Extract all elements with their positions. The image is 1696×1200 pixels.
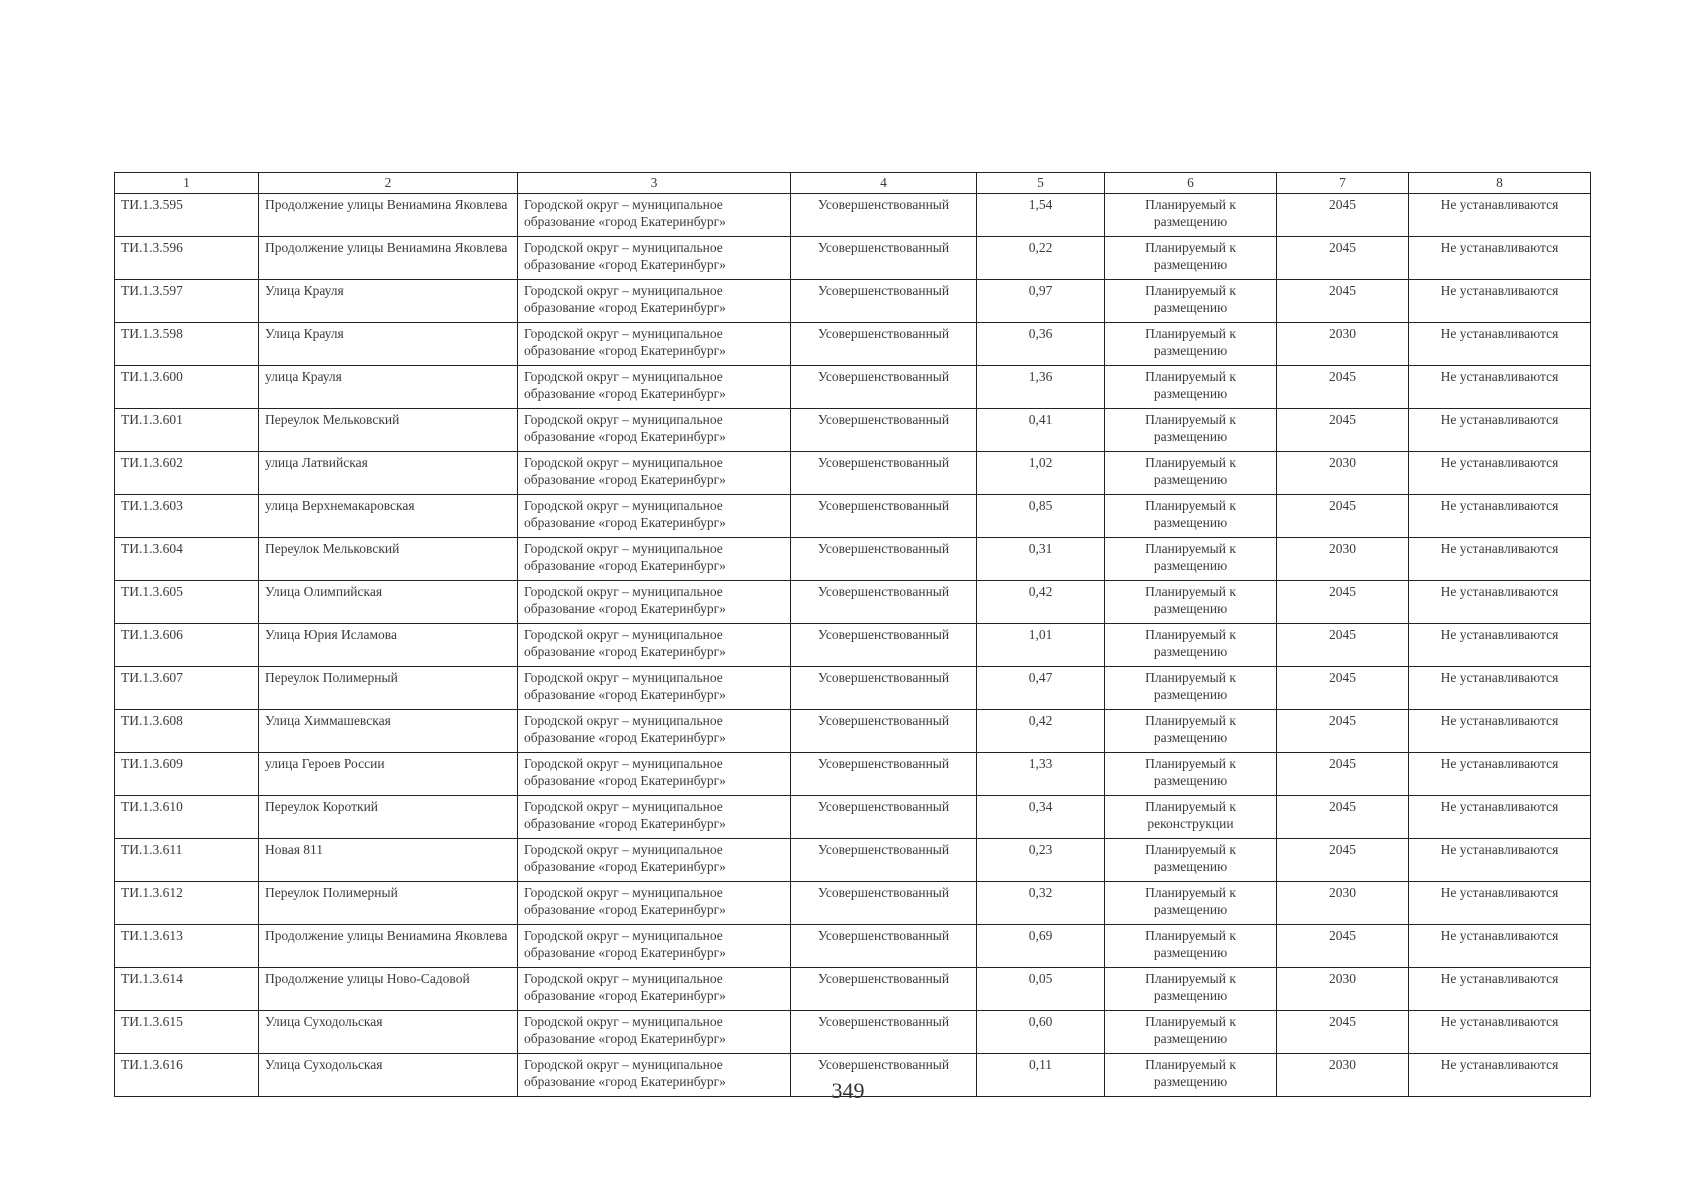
restrictions-cell: Не устанавливаются: [1409, 495, 1591, 538]
surface-type-cell: Усовершенствованный: [791, 194, 977, 237]
length-cell: 0,31: [977, 538, 1105, 581]
restrictions-cell: Не устанавливаются: [1409, 1011, 1591, 1054]
object-name-cell: Продолжение улицы Вениамина Яковлева: [259, 925, 518, 968]
municipality-cell: Городской округ – муниципальное образование «город Екатеринбург»: [518, 280, 791, 323]
object-name-cell: улица Героев России: [259, 753, 518, 796]
municipality-cell: Городской округ – муниципальное образование «город Екатеринбург»: [518, 753, 791, 796]
length-cell: 1,01: [977, 624, 1105, 667]
object-id-cell: ТИ.1.3.609: [115, 753, 259, 796]
restrictions-cell: Не устанавливаются: [1409, 366, 1591, 409]
status-cell: Планируемый к размещению: [1105, 925, 1277, 968]
object-name-cell: улица Латвийская: [259, 452, 518, 495]
table-row: [115, 796, 1591, 839]
restrictions-cell: Не устанавливаются: [1409, 882, 1591, 925]
table-body: [115, 194, 1591, 1097]
status-cell: Планируемый к размещению: [1105, 280, 1277, 323]
municipality-cell: Городской округ – муниципальное образование «город Екатеринбург»: [518, 968, 791, 1011]
object-name-cell: улица Крауля: [259, 366, 518, 409]
status-cell: Планируемый к размещению: [1105, 710, 1277, 753]
surface-type-cell: Усовершенствованный: [791, 839, 977, 882]
object-name-cell: Улица Крауля: [259, 323, 518, 366]
status-cell: Планируемый к размещению: [1105, 194, 1277, 237]
surface-type-cell: Усовершенствованный: [791, 581, 977, 624]
object-id-cell: ТИ.1.3.595: [115, 194, 259, 237]
object-id-cell: ТИ.1.3.615: [115, 1011, 259, 1054]
object-id-cell: ТИ.1.3.611: [115, 839, 259, 882]
surface-type-cell: Усовершенствованный: [791, 280, 977, 323]
year-cell: 2045: [1277, 409, 1409, 452]
surface-type-cell: Усовершенствованный: [791, 1011, 977, 1054]
restrictions-cell: Не устанавливаются: [1409, 796, 1591, 839]
table-row: [115, 538, 1591, 581]
municipality-cell: Городской округ – муниципальное образование «город Екатеринбург»: [518, 409, 791, 452]
object-name-cell: Продолжение улицы Вениамина Яковлева: [259, 237, 518, 280]
municipality-cell: Городской округ – муниципальное образование «город Екатеринбург»: [518, 925, 791, 968]
table-row: [115, 624, 1591, 667]
status-cell: Планируемый к размещению: [1105, 1011, 1277, 1054]
status-cell: Планируемый к размещению: [1105, 538, 1277, 581]
header-cell: 8: [1409, 173, 1591, 194]
object-name-cell: Улица Химмашевская: [259, 710, 518, 753]
restrictions-cell: Не устанавливаются: [1409, 237, 1591, 280]
object-id-cell: ТИ.1.3.596: [115, 237, 259, 280]
status-cell: Планируемый к размещению: [1105, 667, 1277, 710]
status-cell: Планируемый к размещению: [1105, 409, 1277, 452]
table-row: [115, 710, 1591, 753]
restrictions-cell: Не устанавливаются: [1409, 753, 1591, 796]
year-cell: 2045: [1277, 753, 1409, 796]
header-cell: 1: [115, 173, 259, 194]
length-cell: 0,47: [977, 667, 1105, 710]
surface-type-cell: Усовершенствованный: [791, 968, 977, 1011]
year-cell: 2045: [1277, 710, 1409, 753]
municipality-cell: Городской округ – муниципальное образование «город Екатеринбург»: [518, 882, 791, 925]
table-row: [115, 968, 1591, 1011]
municipality-cell: Городской округ – муниципальное образование «город Екатеринбург»: [518, 581, 791, 624]
length-cell: 0,05: [977, 968, 1105, 1011]
municipality-cell: Городской округ – муниципальное образование «город Екатеринбург»: [518, 194, 791, 237]
object-id-cell: ТИ.1.3.607: [115, 667, 259, 710]
header-cell: 6: [1105, 173, 1277, 194]
municipality-cell: Городской округ – муниципальное образование «город Екатеринбург»: [518, 495, 791, 538]
header-cell: 7: [1277, 173, 1409, 194]
length-cell: 0,36: [977, 323, 1105, 366]
table-row: [115, 882, 1591, 925]
status-cell: Планируемый к размещению: [1105, 839, 1277, 882]
restrictions-cell: Не устанавливаются: [1409, 194, 1591, 237]
surface-type-cell: Усовершенствованный: [791, 452, 977, 495]
object-id-cell: ТИ.1.3.602: [115, 452, 259, 495]
year-cell: 2045: [1277, 1011, 1409, 1054]
status-cell: Планируемый к размещению: [1105, 753, 1277, 796]
surface-type-cell: Усовершенствованный: [791, 323, 977, 366]
length-cell: 1,36: [977, 366, 1105, 409]
surface-type-cell: Усовершенствованный: [791, 409, 977, 452]
header-cell: 3: [518, 173, 791, 194]
surface-type-cell: Усовершенствованный: [791, 237, 977, 280]
object-id-cell: ТИ.1.3.601: [115, 409, 259, 452]
surface-type-cell: Усовершенствованный: [791, 495, 977, 538]
object-name-cell: Улица Юрия Исламова: [259, 624, 518, 667]
object-id-cell: ТИ.1.3.616: [115, 1054, 259, 1097]
surface-type-cell: Усовершенствованный: [791, 366, 977, 409]
object-name-cell: Переулок Короткий: [259, 796, 518, 839]
object-name-cell: Переулок Мельковский: [259, 409, 518, 452]
length-cell: 0,11: [977, 1054, 1105, 1097]
municipality-cell: Городской округ – муниципальное образование «город Екатеринбург»: [518, 452, 791, 495]
year-cell: 2030: [1277, 1054, 1409, 1097]
municipality-cell: Городской округ – муниципальное образование «город Екатеринбург»: [518, 710, 791, 753]
object-id-cell: ТИ.1.3.606: [115, 624, 259, 667]
status-cell: Планируемый к размещению: [1105, 237, 1277, 280]
table-row: [115, 1011, 1591, 1054]
object-name-cell: Переулок Мельковский: [259, 538, 518, 581]
table-row: [115, 194, 1591, 237]
length-cell: 0,42: [977, 710, 1105, 753]
registry-table: [114, 172, 1591, 1097]
length-cell: 0,60: [977, 1011, 1105, 1054]
length-cell: 0,34: [977, 796, 1105, 839]
table-row: [115, 581, 1591, 624]
restrictions-cell: Не устанавливаются: [1409, 968, 1591, 1011]
status-cell: Планируемый к размещению: [1105, 581, 1277, 624]
header-cell: 5: [977, 173, 1105, 194]
object-id-cell: ТИ.1.3.613: [115, 925, 259, 968]
surface-type-cell: Усовершенствованный: [791, 796, 977, 839]
table-row: [115, 237, 1591, 280]
length-cell: 0,85: [977, 495, 1105, 538]
object-id-cell: ТИ.1.3.610: [115, 796, 259, 839]
object-id-cell: ТИ.1.3.605: [115, 581, 259, 624]
object-name-cell: Продолжение улицы Ново-Садовой: [259, 968, 518, 1011]
object-name-cell: Новая 811: [259, 839, 518, 882]
year-cell: 2030: [1277, 323, 1409, 366]
length-cell: 0,41: [977, 409, 1105, 452]
restrictions-cell: Не устанавливаются: [1409, 581, 1591, 624]
status-cell: Планируемый к размещению: [1105, 366, 1277, 409]
status-cell: Планируемый к размещению: [1105, 495, 1277, 538]
year-cell: 2030: [1277, 882, 1409, 925]
surface-type-cell: Усовершенствованный: [791, 882, 977, 925]
surface-type-cell: Усовершенствованный: [791, 710, 977, 753]
table-row: [115, 280, 1591, 323]
header-row: [115, 173, 1591, 194]
object-name-cell: Переулок Полимерный: [259, 882, 518, 925]
object-id-cell: ТИ.1.3.597: [115, 280, 259, 323]
object-name-cell: Улица Суходольская: [259, 1011, 518, 1054]
municipality-cell: Городской округ – муниципальное образование «город Екатеринбург»: [518, 538, 791, 581]
restrictions-cell: Не устанавливаются: [1409, 667, 1591, 710]
object-id-cell: ТИ.1.3.608: [115, 710, 259, 753]
year-cell: 2045: [1277, 280, 1409, 323]
object-name-cell: Переулок Полимерный: [259, 667, 518, 710]
surface-type-cell: Усовершенствованный: [791, 925, 977, 968]
header-cell: 2: [259, 173, 518, 194]
length-cell: 1,02: [977, 452, 1105, 495]
length-cell: 0,32: [977, 882, 1105, 925]
table-row: [115, 667, 1591, 710]
restrictions-cell: Не устанавливаются: [1409, 538, 1591, 581]
page-number: 349: [831, 1078, 865, 1103]
status-cell: Планируемый к размещению: [1105, 624, 1277, 667]
municipality-cell: Городской округ – муниципальное образование «город Екатеринбург»: [518, 624, 791, 667]
municipality-cell: Городской округ – муниципальное образование «город Екатеринбург»: [518, 839, 791, 882]
status-cell: Планируемый к размещению: [1105, 323, 1277, 366]
municipality-cell: Городской округ – муниципальное образование «город Екатеринбург»: [518, 323, 791, 366]
restrictions-cell: Не устанавливаются: [1409, 1054, 1591, 1097]
object-id-cell: ТИ.1.3.614: [115, 968, 259, 1011]
table-row: [115, 495, 1591, 538]
status-cell: Планируемый к размещению: [1105, 1054, 1277, 1097]
restrictions-cell: Не устанавливаются: [1409, 409, 1591, 452]
year-cell: 2045: [1277, 624, 1409, 667]
table-row: [115, 366, 1591, 409]
object-id-cell: ТИ.1.3.598: [115, 323, 259, 366]
table-row: [115, 323, 1591, 366]
restrictions-cell: Не устанавливаются: [1409, 839, 1591, 882]
table-row: [115, 839, 1591, 882]
restrictions-cell: Не устанавливаются: [1409, 323, 1591, 366]
year-cell: 2045: [1277, 925, 1409, 968]
year-cell: 2045: [1277, 366, 1409, 409]
surface-type-cell: Усовершенствованный: [791, 624, 977, 667]
object-name-cell: Улица Крауля: [259, 280, 518, 323]
surface-type-cell: Усовершенствованный: [791, 1054, 977, 1097]
status-cell: Планируемый к размещению: [1105, 968, 1277, 1011]
year-cell: 2045: [1277, 495, 1409, 538]
object-id-cell: ТИ.1.3.600: [115, 366, 259, 409]
municipality-cell: Городской округ – муниципальное образование «город Екатеринбург»: [518, 1011, 791, 1054]
status-cell: Планируемый к реконструкции: [1105, 796, 1277, 839]
table-row: [115, 452, 1591, 495]
object-id-cell: ТИ.1.3.612: [115, 882, 259, 925]
length-cell: 0,97: [977, 280, 1105, 323]
surface-type-cell: Усовершенствованный: [791, 667, 977, 710]
table-row: [115, 925, 1591, 968]
municipality-cell: Городской округ – муниципальное образование «город Екатеринбург»: [518, 1054, 791, 1097]
year-cell: 2045: [1277, 194, 1409, 237]
length-cell: 0,42: [977, 581, 1105, 624]
restrictions-cell: Не устанавливаются: [1409, 624, 1591, 667]
restrictions-cell: Не устанавливаются: [1409, 280, 1591, 323]
header-cell: 4: [791, 173, 977, 194]
length-cell: 0,23: [977, 839, 1105, 882]
object-name-cell: Улица Суходольская: [259, 1054, 518, 1097]
status-cell: Планируемый к размещению: [1105, 882, 1277, 925]
year-cell: 2045: [1277, 581, 1409, 624]
year-cell: 2030: [1277, 538, 1409, 581]
municipality-cell: Городской округ – муниципальное образование «город Екатеринбург»: [518, 237, 791, 280]
year-cell: 2045: [1277, 237, 1409, 280]
year-cell: 2045: [1277, 667, 1409, 710]
restrictions-cell: Не устанавливаются: [1409, 925, 1591, 968]
object-id-cell: ТИ.1.3.604: [115, 538, 259, 581]
year-cell: 2045: [1277, 839, 1409, 882]
length-cell: 0,69: [977, 925, 1105, 968]
restrictions-cell: Не устанавливаются: [1409, 452, 1591, 495]
object-id-cell: ТИ.1.3.603: [115, 495, 259, 538]
length-cell: 1,54: [977, 194, 1105, 237]
length-cell: 0,22: [977, 237, 1105, 280]
status-cell: Планируемый к размещению: [1105, 452, 1277, 495]
surface-type-cell: Усовершенствованный: [791, 753, 977, 796]
year-cell: 2030: [1277, 452, 1409, 495]
object-name-cell: улица Верхнемакаровская: [259, 495, 518, 538]
length-cell: 1,33: [977, 753, 1105, 796]
surface-type-cell: Усовершенствованный: [791, 538, 977, 581]
municipality-cell: Городской округ – муниципальное образование «город Екатеринбург»: [518, 796, 791, 839]
table-row: [115, 753, 1591, 796]
object-name-cell: Продолжение улицы Вениамина Яковлева: [259, 194, 518, 237]
municipality-cell: Городской округ – муниципальное образование «город Екатеринбург»: [518, 667, 791, 710]
object-name-cell: Улица Олимпийская: [259, 581, 518, 624]
table-row: [115, 409, 1591, 452]
year-cell: 2045: [1277, 796, 1409, 839]
restrictions-cell: Не устанавливаются: [1409, 710, 1591, 753]
municipality-cell: Городской округ – муниципальное образование «город Екатеринбург»: [518, 366, 791, 409]
year-cell: 2030: [1277, 968, 1409, 1011]
